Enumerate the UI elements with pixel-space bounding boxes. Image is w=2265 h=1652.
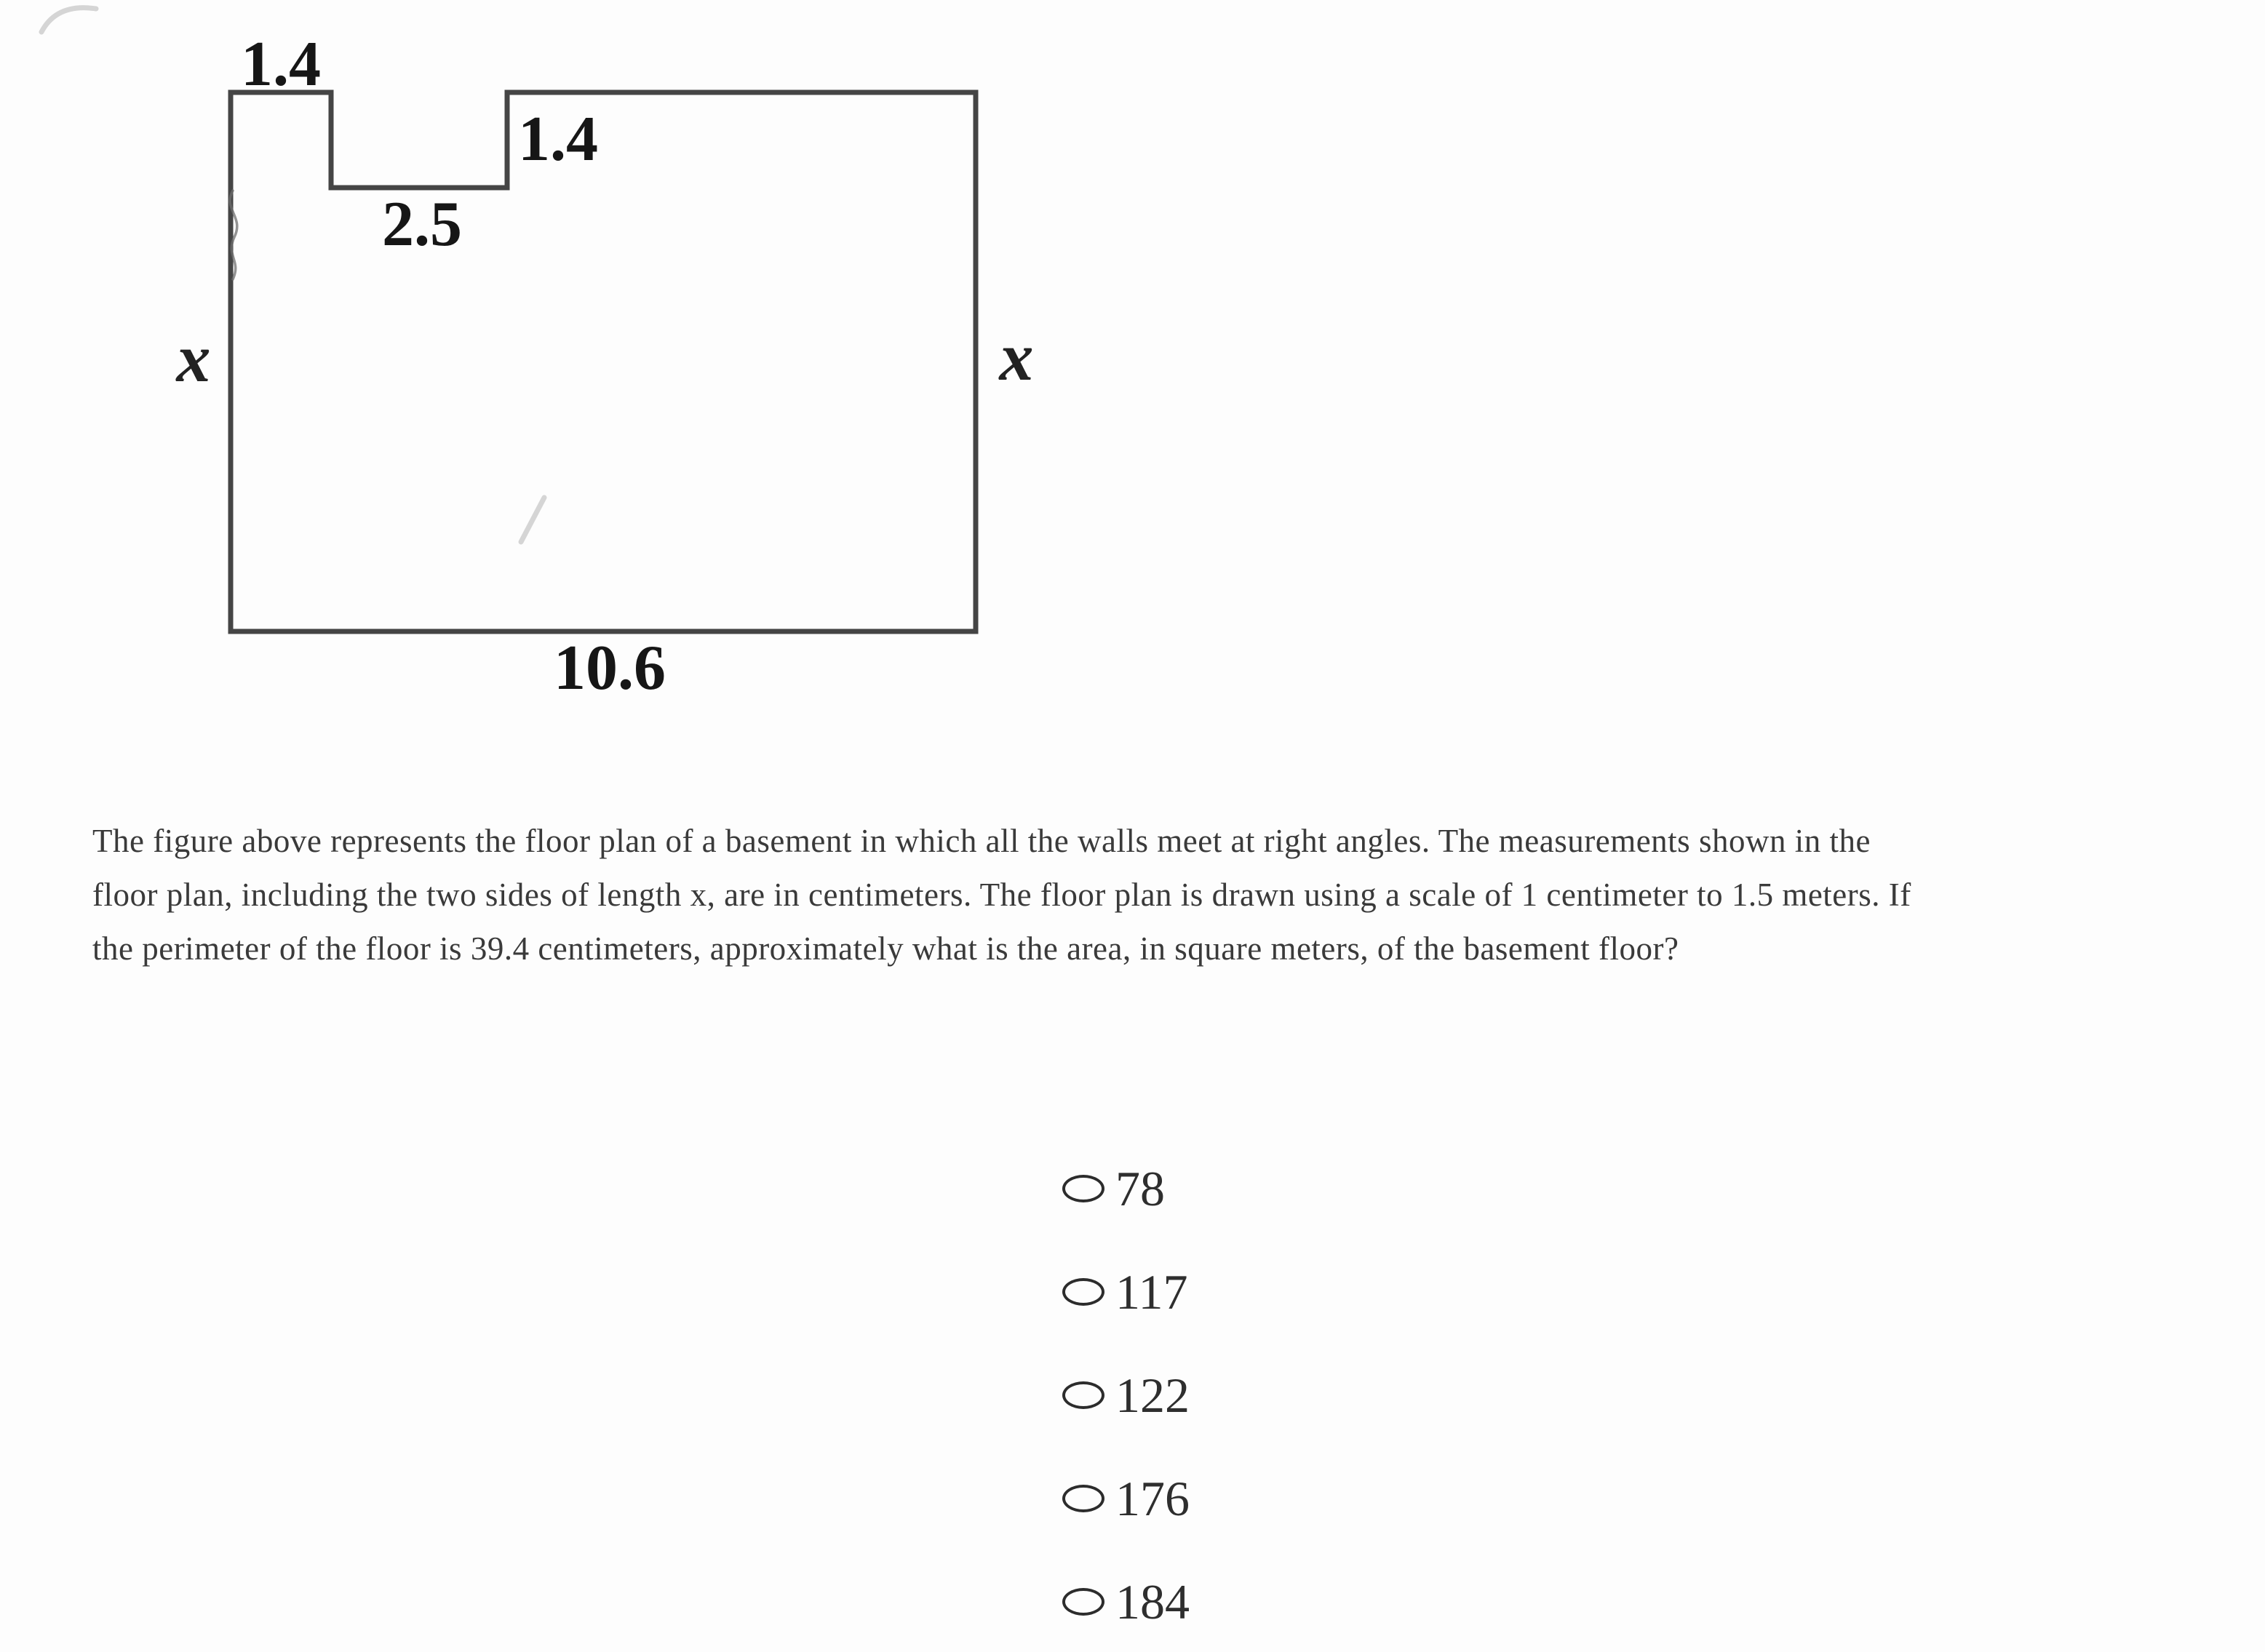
question-line: the perimeter of the floor is 39.4 centimeters, approximately what is the area, in square meters, of the basement floor? <box>92 930 1679 967</box>
label-right-side-length: x <box>999 319 1034 395</box>
option-row-117[interactable] <box>1062 1240 1190 1344</box>
radio-button[interactable] <box>1062 1175 1104 1202</box>
option-row-184[interactable] <box>1062 1550 1190 1652</box>
scan-artifact <box>521 498 544 542</box>
radio-button[interactable] <box>1062 1588 1104 1616</box>
floor-plan-outline <box>231 92 976 631</box>
label-notch-side-length: 1.4 <box>518 104 598 175</box>
radio-button[interactable] <box>1062 1278 1104 1306</box>
label-bottom-length: 10.6 <box>554 633 666 703</box>
option-label: 176 <box>1115 1470 1190 1526</box>
option-row-78[interactable] <box>1062 1137 1190 1240</box>
answer-options <box>1062 1137 1190 1652</box>
question-text <box>92 814 1911 975</box>
radio-button[interactable] <box>1062 1381 1104 1409</box>
label-notch-bottom-length: 2.5 <box>382 189 462 260</box>
scan-artifact <box>41 8 96 32</box>
label-top-segment-length: 1.4 <box>241 29 321 100</box>
option-label: 122 <box>1115 1367 1190 1423</box>
radio-button[interactable] <box>1062 1485 1104 1512</box>
option-label: 78 <box>1115 1160 1165 1216</box>
label-left-side-length: x <box>176 321 211 396</box>
question-line: The figure above represents the floor plan of a basement in which all the walls meet at right angles. The measurements shown in the <box>92 823 1871 859</box>
question-line: floor plan, including the two sides of length x, are in centimeters. The floor plan is drawn using a scale of 1 centimeter to 1.5 meters. If <box>92 877 1911 913</box>
option-row-122[interactable] <box>1062 1344 1190 1447</box>
option-row-176[interactable] <box>1062 1447 1190 1550</box>
floor-plan-figure <box>0 0 1091 764</box>
option-label: 117 <box>1115 1264 1188 1320</box>
option-label: 184 <box>1115 1573 1190 1629</box>
